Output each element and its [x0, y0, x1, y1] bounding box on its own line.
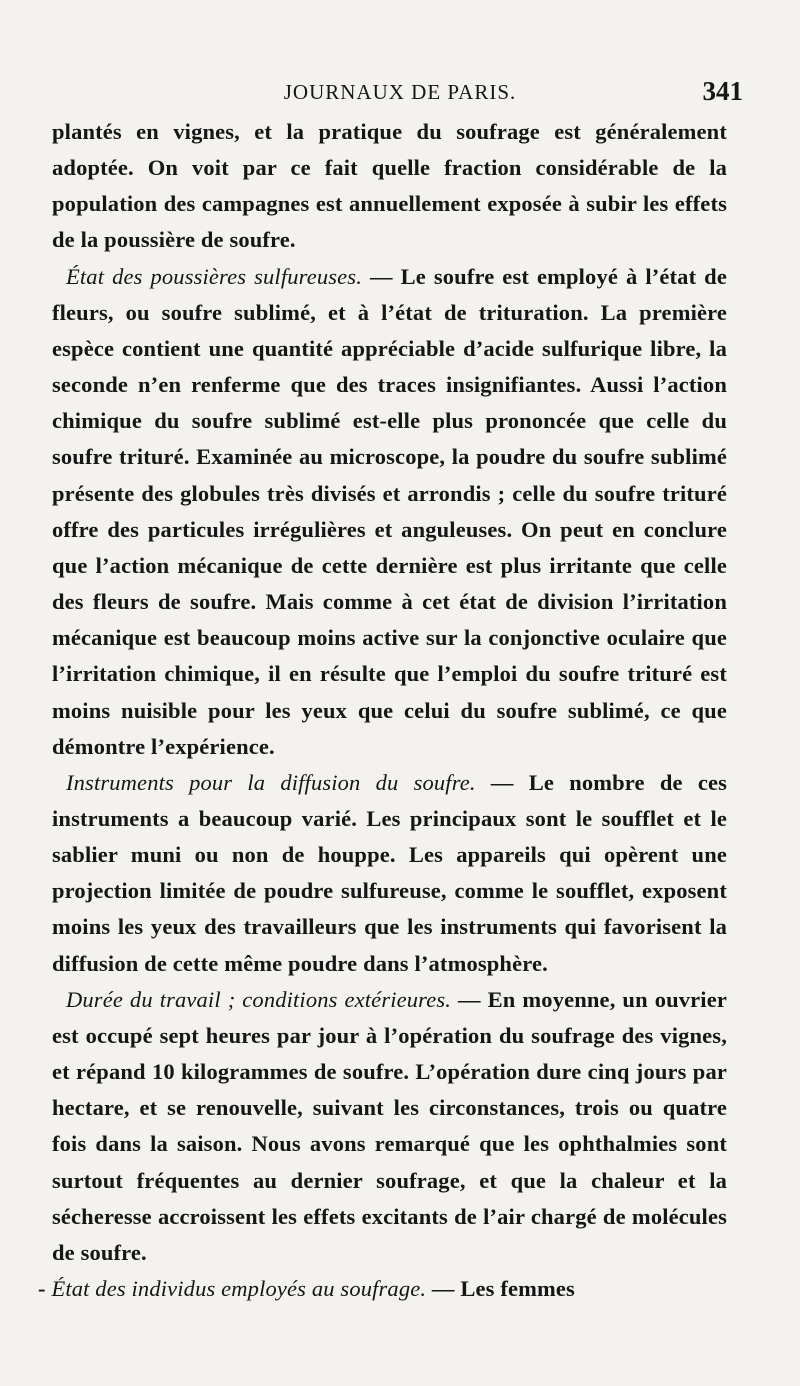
paragraph [52, 765, 727, 982]
paragraph [52, 114, 727, 259]
section-heading: Instruments pour la diffusion du soufre. [66, 769, 476, 795]
paragraph-text: — Le soufre est employé à l’état de fleurs, ou soufre sublimé, et à l’état de trituration. La première espèce contient une quantité appréciable d’acide sulfurique libre, la seconde n’en renferme que des traces insignifiantes. Aussi l’action chimique du soufre sublimé est-elle plus prononcée que celle du soufre trituré. Examinée au microscope, la poudre du soufre sublimé présente des globules très divisés et arrondis ; celle du soufre trituré offre des particules irrégulières et anguleuses. On peut en conclure que l’action mécanique de cette dernière est plus irritante que celle des fleurs de soufre. Mais comme à cet état de division l’irritation mécanique est beaucoup moins active sur la conjonctive oculaire que l’irritation chimique, il en résulte que l’emploi du soufre trituré est moins nuisible pour les yeux que celui du soufre sublimé, ce que démontre l’expérience. [52, 263, 727, 759]
section-heading: Durée du travail ; conditions extérieures. [66, 986, 452, 1012]
stray-mark: - [38, 1276, 46, 1301]
section-heading: État des poussières sulfureuses. [66, 263, 362, 289]
running-head: JOURNAUX DE PARIS. [283, 80, 517, 104]
section-heading: État des individus employés au soufrage. [51, 1276, 427, 1301]
paragraph-text: — Le nombre de ces instruments a beaucoup varié. Les principaux sont le soufflet et le sablier muni ou non de houppe. Les appareils qui opèrent une projection limitée de poudre sulfureuse, comme le soufflet, exposent moins les yeux des travailleurs que les instruments qui favorisent la diffusion de cette même poudre dans l’atmosphère. [52, 769, 728, 976]
page-number: 341 [702, 76, 743, 106]
paragraph [52, 982, 727, 1271]
paragraph [52, 259, 727, 765]
body-text [38, 114, 728, 1307]
page-header [52, 76, 748, 110]
paragraph [38, 1271, 727, 1307]
paragraph-text: — En moyenne, un ouvrier est occupé sept heures par jour à l’opération du soufrage des vignes, et répand 10 kilogrammes de soufre. L’opération dure cinq jours par hectare, et se renouvelle, suivant les circonstances, trois ou quatre fois dans la saison. Nous avons remarqué que les ophthalmies sont surtout fréquentes au dernier soufrage, et que la chaleur et la sécheresse accroissent les effets excitants de l’air chargé de molécules de soufre. [52, 986, 727, 1265]
paragraph-text: plantés en vignes, et la pratique du soufrage est généralement adoptée. On voit par ce fait quelle fraction considérable de la population des campagnes est annuellement exposée à subir les effets de la poussière de soufre. [52, 119, 727, 253]
paragraph-text: — Les femmes [431, 1276, 575, 1301]
